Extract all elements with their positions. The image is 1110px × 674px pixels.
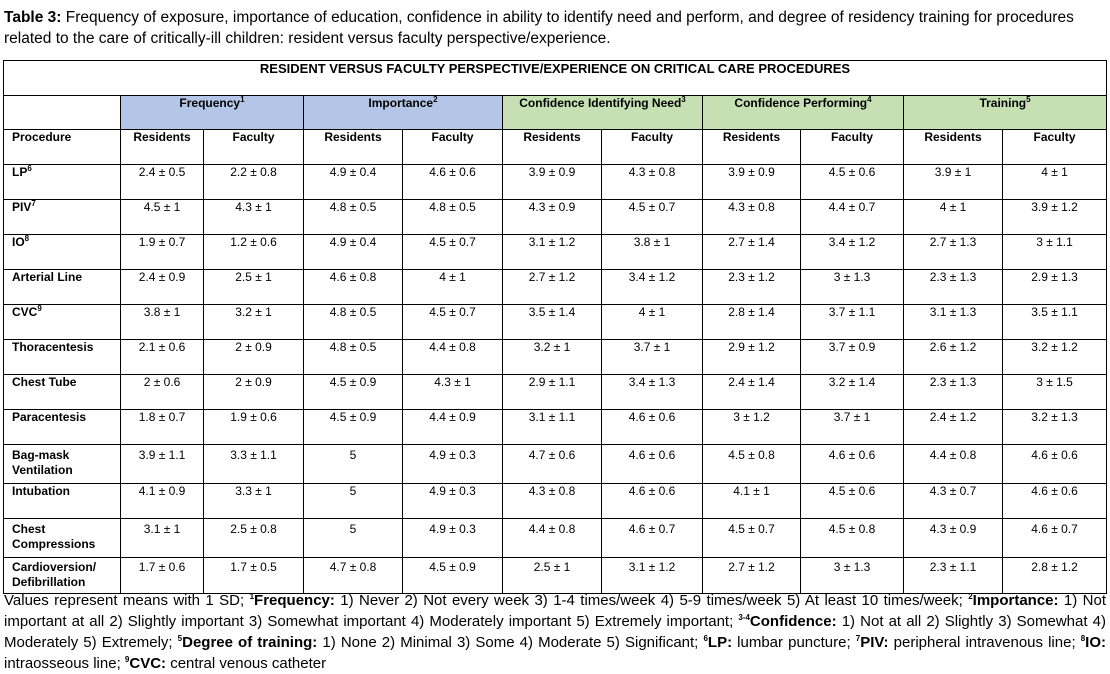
table-cell: 3.1 ± 1.2 [602, 558, 703, 594]
table-cell: 4.9 ± 0.3 [403, 484, 503, 519]
table-cell: 4.5 ± 0.9 [304, 375, 403, 410]
footnote-definition: 1) Never 2) Not every week 3) 1-4 times/week 4) 5-9 times/week 5) At least 10 times/week; [334, 592, 969, 609]
table-cell: 4.8 ± 0.5 [304, 305, 403, 340]
table-cell: 4.4 ± 0.8 [403, 340, 503, 375]
footnote-sup: 3-4 [738, 613, 750, 622]
table-cell: 2.3 ± 1.3 [904, 270, 1003, 305]
footnote-definition: peripheral intravenous line; [888, 634, 1081, 651]
table-cell: 3.5 ± 1.4 [503, 305, 602, 340]
table-cell: 2.3 ± 1.2 [703, 270, 801, 305]
table-cell: 2.6 ± 1.2 [904, 340, 1003, 375]
footnote-sup: 5 [177, 634, 183, 643]
table-cell: 3.7 ± 1 [801, 410, 904, 445]
procedures-table [3, 60, 1107, 594]
table-cell: 4.5 ± 1 [121, 200, 204, 235]
group-header-2 [304, 96, 503, 130]
table-cell: 3.7 ± 1.1 [801, 305, 904, 340]
table-row [4, 484, 1107, 519]
table-row [4, 445, 1107, 484]
table-cell: 4.6 ± 0.6 [801, 445, 904, 484]
table-cell: 3.4 ± 1.2 [801, 235, 904, 270]
procedure-label: Cardioversion/ Defibrillation [12, 560, 97, 589]
table-cell: 4.5 ± 0.7 [403, 235, 503, 270]
group-header-sup: 2 [433, 95, 438, 104]
table-cell: 2.8 ± 1.4 [703, 305, 801, 340]
footnote-definition: 1) None 2) Minimal 3) Some 4) Moderate 5) Significant; [317, 634, 704, 651]
footnote-definition: lumbar puncture; [732, 634, 856, 651]
table-cell: 4.7 ± 0.8 [304, 558, 403, 594]
table-cell: 4.3 ± 0.9 [503, 200, 602, 235]
table-cell: 2.7 ± 1.3 [904, 235, 1003, 270]
table-cell: 4.9 ± 0.4 [304, 165, 403, 200]
table-cell: 3.7 ± 0.9 [801, 340, 904, 375]
procedure-name [4, 270, 121, 305]
table-caption [4, 7, 1104, 49]
sub-header: Faculty [801, 130, 904, 165]
table-row [4, 200, 1107, 235]
procedure-name [4, 200, 121, 235]
table-cell: 2 ± 0.9 [204, 375, 304, 410]
table-cell: 4.4 ± 0.8 [904, 445, 1003, 484]
table-cell: 4.3 ± 0.7 [904, 484, 1003, 519]
procedure-name [4, 445, 121, 484]
table-cell: 4.3 ± 0.8 [503, 484, 602, 519]
footnote-definition: intraosseous line; [4, 655, 125, 672]
table-cell: 3.9 ± 1.2 [1003, 200, 1107, 235]
procedure-label: Intubation [12, 484, 70, 498]
table-cell: 4.5 ± 0.8 [703, 445, 801, 484]
table-cell: 4.4 ± 0.8 [503, 519, 602, 558]
table-cell: 4.6 ± 0.6 [1003, 484, 1107, 519]
table-cell: 4.5 ± 0.9 [304, 410, 403, 445]
procedure-label: Thoracentesis [12, 340, 94, 354]
table-cell: 4.6 ± 0.6 [403, 165, 503, 200]
table-cell: 2.2 ± 0.8 [204, 165, 304, 200]
footnote-term: CVC: [129, 655, 167, 672]
footnote-term: Confidence: [749, 613, 837, 630]
table-cell: 4.5 ± 0.7 [602, 200, 703, 235]
group-header-1 [121, 96, 304, 130]
sub-header: Faculty [602, 130, 703, 165]
table-cell: 2.5 ± 0.8 [204, 519, 304, 558]
table-cell: 1.7 ± 0.6 [121, 558, 204, 594]
procedure-sup: 8 [24, 234, 30, 243]
table-cell: 3.2 ± 1 [503, 340, 602, 375]
procedure-label: Bag-mask Ventilation [12, 448, 73, 477]
caption-label: Table 3: [4, 9, 62, 26]
group-header-empty [4, 96, 121, 130]
table-cell: 3.9 ± 0.9 [703, 165, 801, 200]
table-row [4, 410, 1107, 445]
table-cell: 4.3 ± 0.8 [703, 200, 801, 235]
group-header-sup: 5 [1026, 95, 1031, 104]
group-header-sup: 4 [867, 95, 872, 104]
footnote-definition: 1) Not important at all 2) Slightly important 3) Somewhat important 4) Moderately important 5) Extremely important; [4, 592, 1107, 630]
group-header-label: Confidence Identifying Need [519, 96, 682, 110]
table-cell: 3.7 ± 1 [602, 340, 703, 375]
table-cell: 4 ± 1 [403, 270, 503, 305]
table-cell: 2 ± 0.9 [204, 340, 304, 375]
table-cell: 3.9 ± 1 [904, 165, 1003, 200]
procedure-label: LP [12, 165, 28, 179]
table-cell: 1.8 ± 0.7 [121, 410, 204, 445]
table-cell: 3.4 ± 1.3 [602, 375, 703, 410]
table-cell: 3.2 ± 1.2 [1003, 340, 1107, 375]
sub-header: Residents [304, 130, 403, 165]
table-cell: 4.5 ± 0.8 [801, 519, 904, 558]
procedure-column-header: Procedure [4, 130, 121, 165]
table-cell: 4.8 ± 0.5 [304, 200, 403, 235]
procedure-label: Chest Tube [12, 375, 77, 389]
procedure-name [4, 340, 121, 375]
table-cell: 2.9 ± 1.3 [1003, 270, 1107, 305]
table-cell: 4.5 ± 0.6 [801, 484, 904, 519]
procedure-sup: 9 [37, 304, 42, 313]
table-cell: 4.8 ± 0.5 [403, 200, 503, 235]
table-cell: 4.9 ± 0.4 [304, 235, 403, 270]
table-cell: 4 ± 1 [904, 200, 1003, 235]
table-cell: 3.9 ± 1.1 [121, 445, 204, 484]
procedure-label: Paracentesis [12, 410, 87, 424]
table-cell: 3.3 ± 1 [204, 484, 304, 519]
table-cell: 3.4 ± 1.2 [602, 270, 703, 305]
table-row [4, 375, 1107, 410]
table-footnote [4, 590, 1106, 674]
table-cell: 5 [304, 519, 403, 558]
table-cell: 2.5 ± 1 [503, 558, 602, 594]
group-header-3 [503, 96, 703, 130]
sub-header: Residents [703, 130, 801, 165]
footnote-term: Degree of training: [182, 634, 318, 651]
table-cell: 4.8 ± 0.5 [304, 340, 403, 375]
table-cell: 4 ± 1 [1003, 165, 1107, 200]
table-cell: 3.1 ± 1 [121, 519, 204, 558]
table-cell: 4.6 ± 0.6 [602, 484, 703, 519]
footnote-sup: 7 [855, 634, 861, 643]
table-row [4, 165, 1107, 200]
table-cell: 2.1 ± 0.6 [121, 340, 204, 375]
footnote-term: Importance: [972, 592, 1059, 609]
table-cell: 3.2 ± 1 [204, 305, 304, 340]
procedure-sup: 6 [27, 164, 32, 173]
group-header-label: Frequency [179, 96, 241, 110]
procedure-name [4, 235, 121, 270]
table-row [4, 519, 1107, 558]
table-cell: 3.9 ± 0.9 [503, 165, 602, 200]
table-cell: 4.9 ± 0.3 [403, 445, 503, 484]
table-cell: 2.3 ± 1.1 [904, 558, 1003, 594]
group-header-sup: 1 [240, 95, 245, 104]
table-cell: 3.1 ± 1.1 [503, 410, 602, 445]
procedure-name [4, 375, 121, 410]
table-cell: 5 [304, 445, 403, 484]
table-cell: 2 ± 0.6 [121, 375, 204, 410]
footnote-term: PIV: [860, 634, 889, 651]
table-cell: 4.5 ± 0.7 [403, 305, 503, 340]
procedure-label: PIV [12, 200, 32, 214]
table-cell: 3 ± 1.5 [1003, 375, 1107, 410]
footnote-sup: 9 [124, 655, 130, 664]
group-header-label: Training [979, 96, 1027, 110]
table-cell: 2.3 ± 1.3 [904, 375, 1003, 410]
footnote-term: IO: [1085, 634, 1106, 651]
table-row [4, 340, 1107, 375]
procedure-label: CVC [12, 305, 38, 319]
table-row [4, 235, 1107, 270]
table-cell: 2.7 ± 1.4 [703, 235, 801, 270]
table-row [4, 558, 1107, 594]
procedure-name [4, 410, 121, 445]
table-cell: 2.4 ± 0.9 [121, 270, 204, 305]
table-cell: 3 ± 1.1 [1003, 235, 1107, 270]
procedure-label: Arterial Line [12, 270, 83, 284]
table-cell: 2.4 ± 1.2 [904, 410, 1003, 445]
table-cell: 4.1 ± 1 [703, 484, 801, 519]
table-cell: 3.1 ± 1.2 [503, 235, 602, 270]
procedure-name [4, 519, 121, 558]
table-cell: 2.9 ± 1.1 [503, 375, 602, 410]
table-cell: 4.6 ± 0.6 [602, 445, 703, 484]
procedure-label: IO [12, 235, 25, 249]
table-cell: 4.9 ± 0.3 [403, 519, 503, 558]
table-cell: 5 [304, 484, 403, 519]
table-cell: 2.7 ± 1.2 [703, 558, 801, 594]
table-cell: 3 ± 1.3 [801, 558, 904, 594]
table-cell: 1.9 ± 0.6 [204, 410, 304, 445]
table-cell: 4.6 ± 0.7 [1003, 519, 1107, 558]
footnote-sup: 8 [1080, 634, 1086, 643]
table-cell: 4.5 ± 0.9 [403, 558, 503, 594]
group-header-5 [904, 96, 1107, 130]
procedure-name [4, 305, 121, 340]
procedure-label: Chest Compressions [12, 522, 96, 551]
table-cell: 3.8 ± 1 [121, 305, 204, 340]
table-cell: 4.5 ± 0.7 [703, 519, 801, 558]
table-cell: 2.7 ± 1.2 [503, 270, 602, 305]
procedure-name [4, 165, 121, 200]
table-cell: 2.5 ± 1 [204, 270, 304, 305]
table-cell: 4.6 ± 0.7 [602, 519, 703, 558]
sub-header: Residents [904, 130, 1003, 165]
footnote-term: LP: [707, 634, 733, 651]
group-header-sup: 3 [681, 95, 686, 104]
group-header-label: Importance [368, 96, 434, 110]
footnote-sup: 6 [703, 634, 708, 643]
table-cell: 4.7 ± 0.6 [503, 445, 602, 484]
footnote-definition: central venous catheter [166, 655, 327, 672]
sub-header: Residents [121, 130, 204, 165]
table-cell: 4.4 ± 0.7 [801, 200, 904, 235]
table-cell: 1.9 ± 0.7 [121, 235, 204, 270]
table-cell: 2.9 ± 1.2 [703, 340, 801, 375]
footnote-sup: 2 [968, 592, 973, 601]
table-row [4, 270, 1107, 305]
table-cell: 3.5 ± 1.1 [1003, 305, 1107, 340]
table-cell: 3.3 ± 1.1 [204, 445, 304, 484]
table-row [4, 305, 1107, 340]
table-cell: 3.2 ± 1.4 [801, 375, 904, 410]
table-title: RESIDENT VERSUS FACULTY PERSPECTIVE/EXPERIENCE ON CRITICAL CARE PROCEDURES [4, 61, 1107, 96]
table-cell: 3.8 ± 1 [602, 235, 703, 270]
table-cell: 3 ± 1.2 [703, 410, 801, 445]
footnote-definition: 1) Not at all 2) Slightly 3) Somewhat 4) Moderately 5) Extremely; [4, 613, 1106, 651]
footnote-sup: 1 [249, 592, 255, 601]
table-cell: 2.8 ± 1.2 [1003, 558, 1107, 594]
table-cell: 3.2 ± 1.3 [1003, 410, 1107, 445]
table-cell: 3 ± 1.3 [801, 270, 904, 305]
table-cell: 2.4 ± 0.5 [121, 165, 204, 200]
sub-header: Faculty [403, 130, 503, 165]
table-cell: 4.6 ± 0.8 [304, 270, 403, 305]
sub-header: Residents [503, 130, 602, 165]
group-header-label: Confidence Performing [734, 96, 868, 110]
sub-header: Faculty [204, 130, 304, 165]
procedure-name [4, 558, 121, 594]
table-cell: 2.4 ± 1.4 [703, 375, 801, 410]
table-cell: 4 ± 1 [602, 305, 703, 340]
table-cell: 4.3 ± 1 [204, 200, 304, 235]
table-cell: 3.1 ± 1.3 [904, 305, 1003, 340]
table-cell: 4.5 ± 0.6 [801, 165, 904, 200]
footnote-term: Frequency: [254, 592, 335, 609]
table-cell: 4.6 ± 0.6 [1003, 445, 1107, 484]
sub-header: Faculty [1003, 130, 1107, 165]
table-cell: 4.3 ± 1 [403, 375, 503, 410]
footnote-intro: Values represent means with 1 SD; [4, 592, 250, 609]
table-cell: 4.4 ± 0.9 [403, 410, 503, 445]
table-cell: 1.2 ± 0.6 [204, 235, 304, 270]
procedure-sup: 7 [31, 199, 36, 208]
table-cell: 4.3 ± 0.8 [602, 165, 703, 200]
procedure-name [4, 484, 121, 519]
table-cell: 4.6 ± 0.6 [602, 410, 703, 445]
caption-text: Frequency of exposure, importance of education, confidence in ability to identify need and perform, and degree of residency training for procedures related to the care of critically-ill children: resident versus faculty perspective/experience. [4, 9, 1074, 47]
table-cell: 4.3 ± 0.9 [904, 519, 1003, 558]
group-header-4 [703, 96, 904, 130]
table-cell: 4.1 ± 0.9 [121, 484, 204, 519]
table-cell: 1.7 ± 0.5 [204, 558, 304, 594]
